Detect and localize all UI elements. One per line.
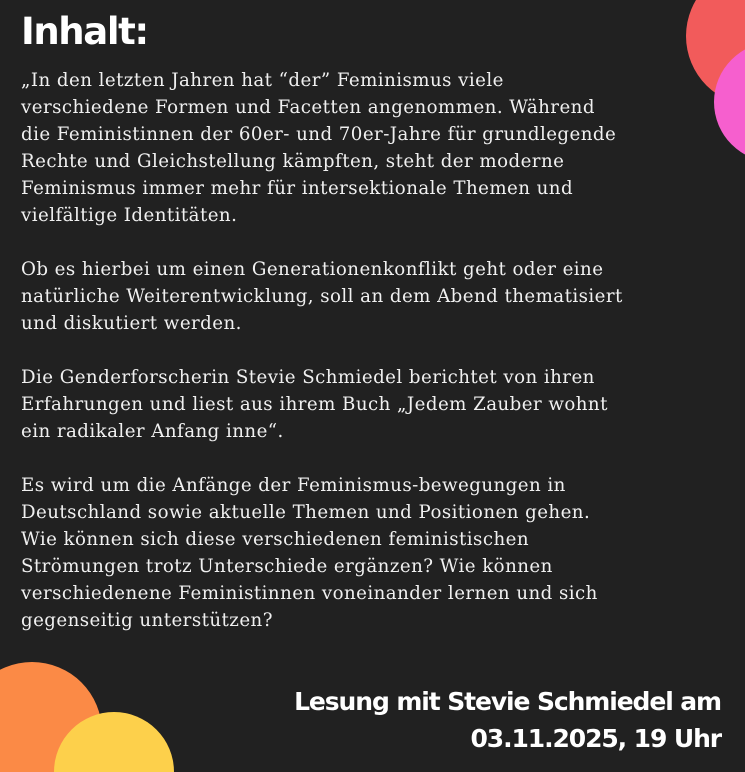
content-heading: Inhalt: — [21, 10, 148, 53]
event-info — [294, 683, 721, 757]
paragraph-author: Die Genderforscherin Stevie Schmiedel berichtet von ihren Erfahrungen und liest aus ihrem Buch „Jedem Zauber wohnt ein radikaler Anfang inne“. — [21, 367, 608, 442]
paragraph-intro: „In den letzten Jahren hat “der” Feminismus viele verschiedene Formen und Facetten angenommen. Während die Feministinnen der 60er- und 70er-Jahre für grundlegende Rechte und Gleichstellung kämpften, steht der moderne Feminismus immer mehr für intersektionale Themen und vielfältige Identitäten. — [21, 70, 617, 226]
paragraph-question: Ob es hierbei um einen Generationenkonflikt geht oder eine natürliche Weiterentwicklung, soll an dem Abend thematisiert und diskutiert werden. — [21, 259, 623, 334]
event-title: Lesung mit Stevie Schmiedel am — [294, 687, 721, 716]
paragraph-topics: Es wird um die Anfänge der Feminismus-bewegungen in Deutschland sowie aktuelle Themen und Positionen gehen. Wie können sich diese verschiedenen feministischen Strömungen trotz Unterschiede ergänzen? Wie können verschiedenene Feministinnen voneinander lernen und sich gegenseitig unterstützen? — [21, 475, 598, 631]
event-date: 03.11.2025, 19 Uhr — [470, 724, 721, 753]
description-body — [21, 67, 733, 661]
